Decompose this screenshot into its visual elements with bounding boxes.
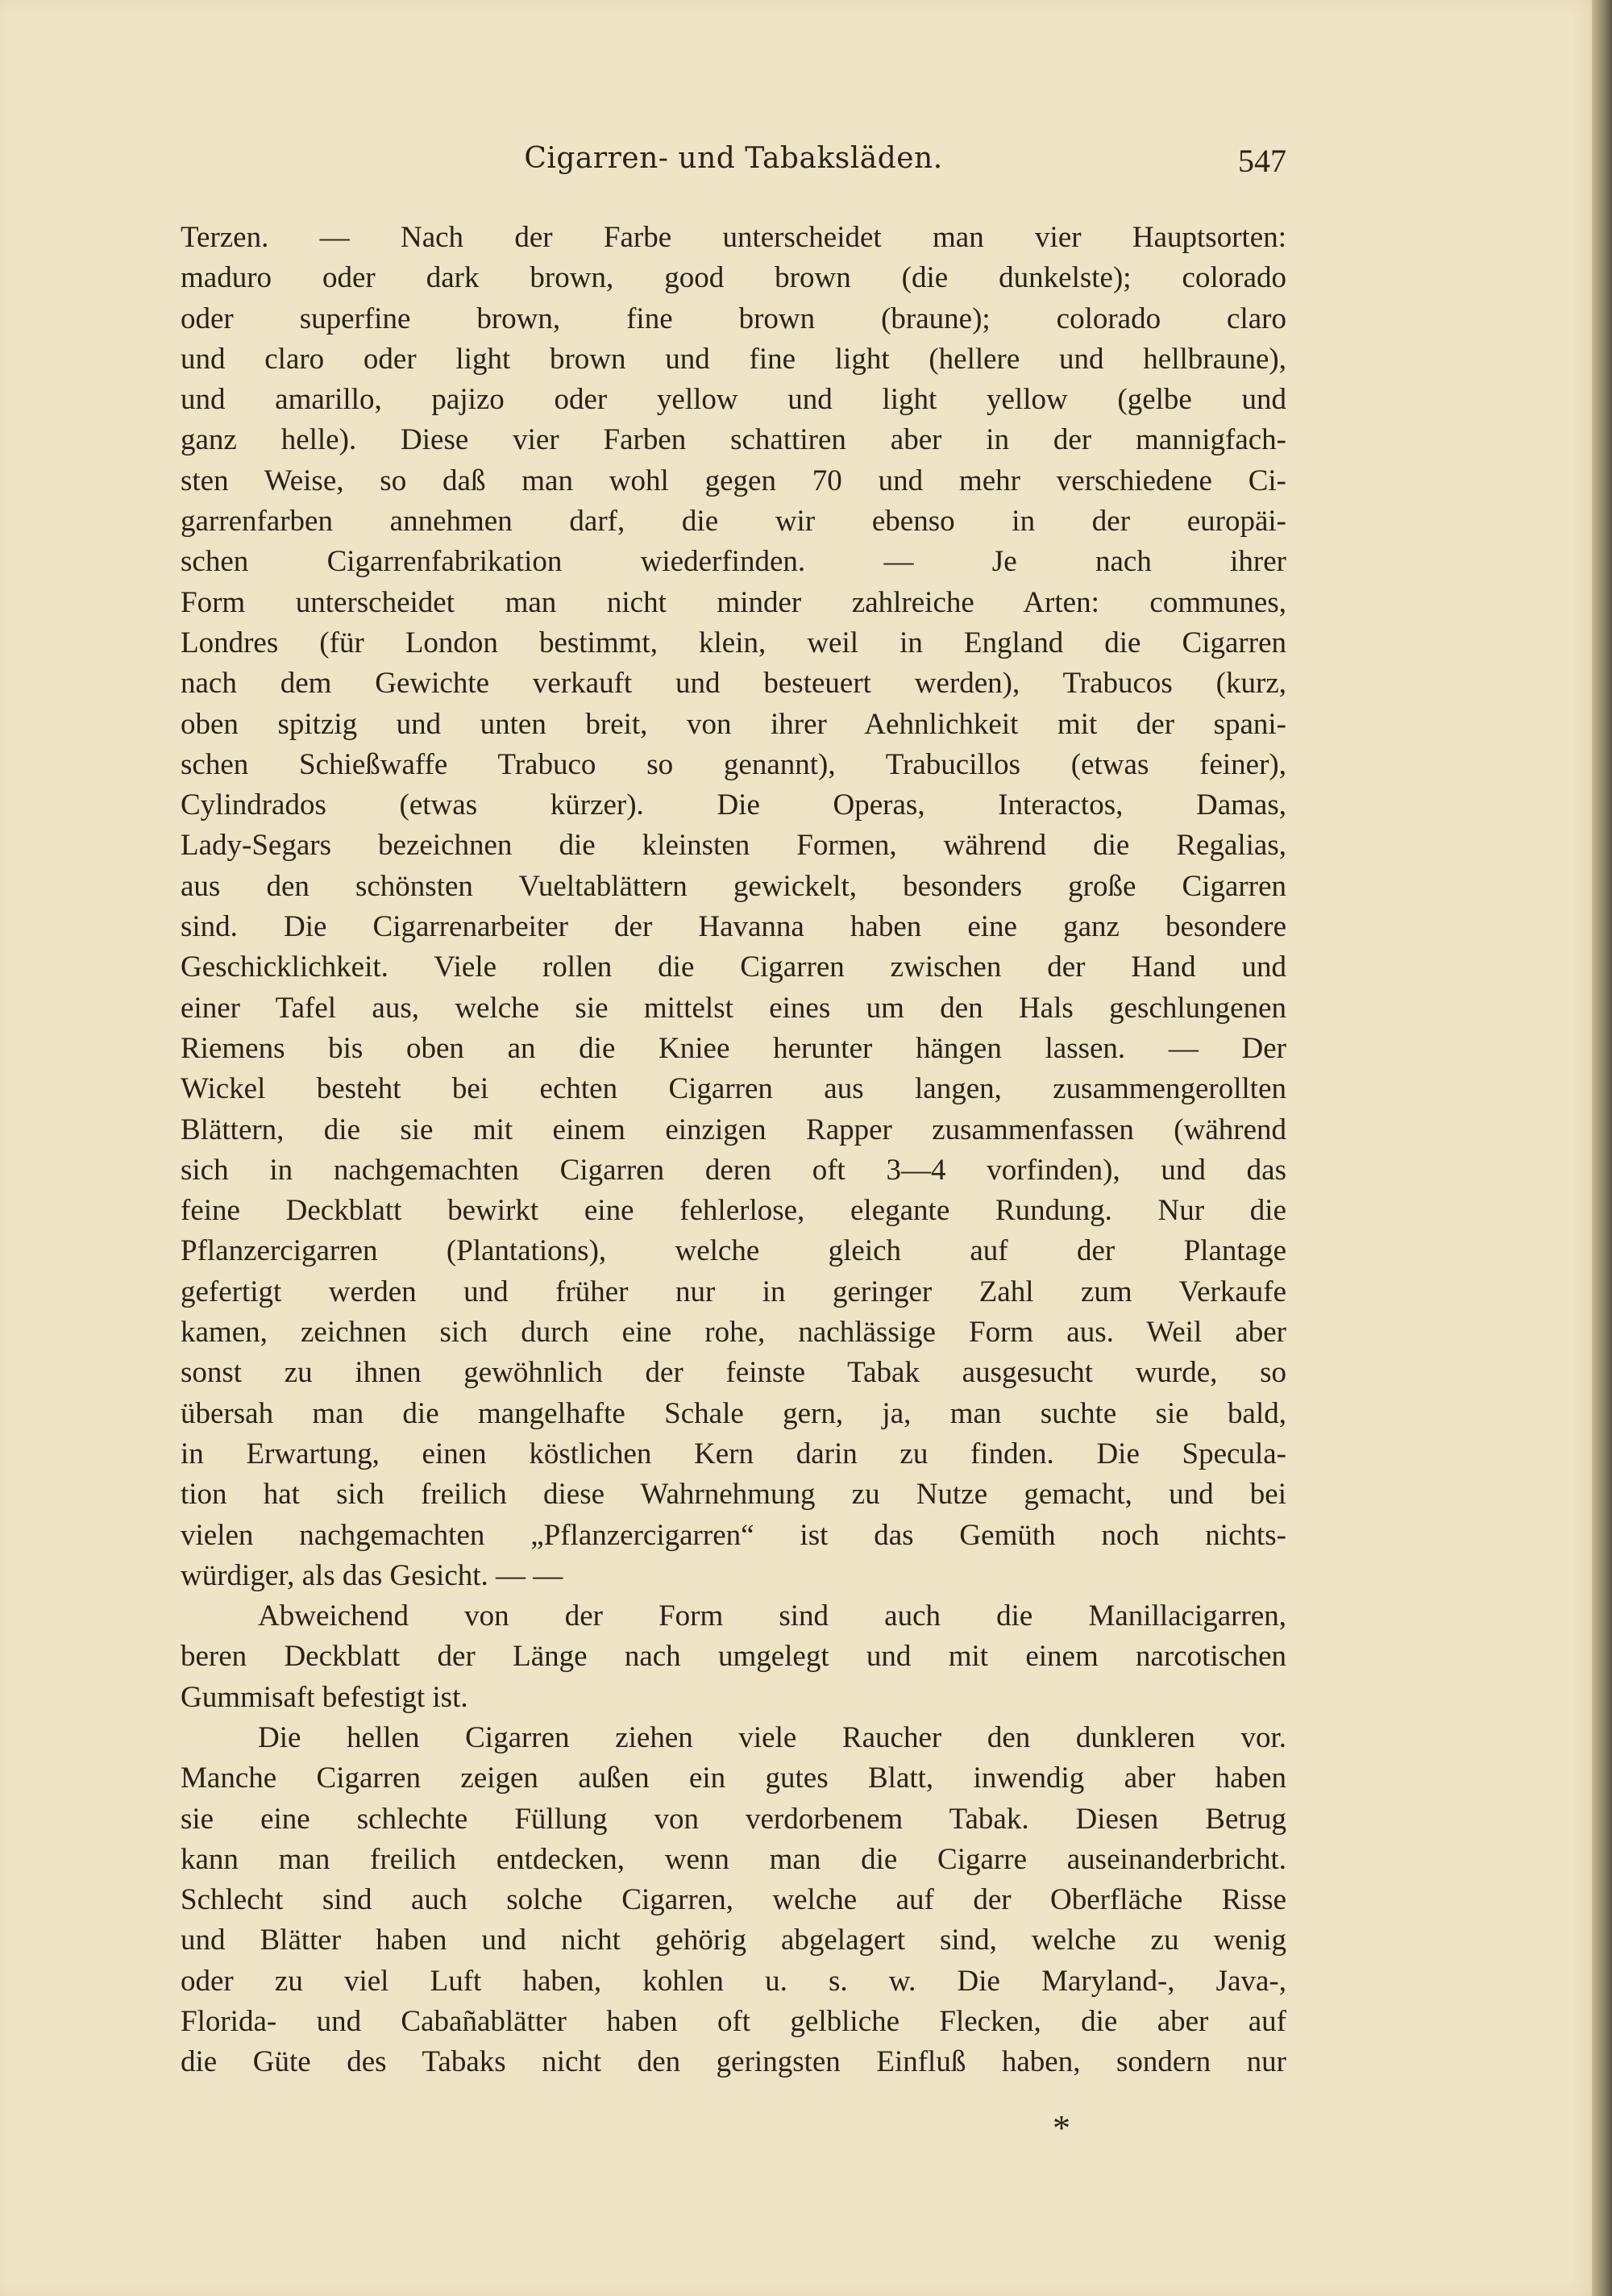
text-line: Geschicklichkeit. Viele rollen die Cigarren zwischen der Hand und xyxy=(181,950,1286,984)
text-line: feine Deckblatt bewirkt eine fehlerlose, elegante Rundung. Nur die xyxy=(181,1194,1286,1228)
signature-mark: * xyxy=(1053,2108,1070,2148)
book-edge xyxy=(1592,0,1612,2296)
text-line: würdiger, als das Gesicht. — — xyxy=(181,1558,563,1592)
text-line: Lady-Segars bezeichnen die kleinsten Formen, während die Regalias, xyxy=(181,829,1286,863)
text-line: Wickel besteht bei echten Cigarren aus langen, zusammengerollten xyxy=(181,1072,1286,1106)
text-line: Gummisaft befestigt ist. xyxy=(181,1680,468,1714)
text-line: Cylindrados (etwas kürzer). Die Operas, Interactos, Damas, xyxy=(181,788,1286,822)
text-line: ganz helle). Diese vier Farben schattiren aber in der mannigfach- xyxy=(181,423,1286,457)
running-head xyxy=(181,142,1286,185)
text-line: Schlecht sind auch solche Cigarren, welche auf der Oberfläche Risse xyxy=(181,1883,1286,1917)
text-line: nach dem Gewichte verkauft und besteuert werden), Trabucos (kurz, xyxy=(181,667,1286,701)
text-line: sich in nachgemachten Cigarren deren oft 3—4 vorfinden), und das xyxy=(181,1153,1286,1187)
text-line: sind. Die Cigarrenarbeiter der Havanna haben eine ganz besondere xyxy=(181,910,1286,944)
text-line: oben spitzig und unten breit, von ihrer Aehnlichkeit mit der spani- xyxy=(181,707,1286,741)
text-line: oder superfine brown, fine brown (braune); colorado claro xyxy=(181,302,1286,335)
text-line: Manche Cigarren zeigen außen ein gutes Blatt, inwendig aber haben xyxy=(181,1762,1286,1795)
text-line: Riemens bis oben an die Kniee herunter hängen lassen. — Der xyxy=(181,1031,1286,1065)
text-line: Terzen. — Nach der Farbe unterscheidet man vier Hauptsorten: xyxy=(181,221,1286,254)
text-line: kamen, zeichnen sich durch eine rohe, nachlässige Form aus. Weil aber xyxy=(181,1316,1286,1350)
text-line: Londres (für London bestimmt, klein, weil in England die Cigarren xyxy=(181,626,1286,659)
text-line: sonst zu ihnen gewöhnlich der feinste Tabak ausgesucht wurde, so xyxy=(181,1356,1286,1390)
text-line: aus den schönsten Vueltablättern gewickelt, besonders große Cigarren xyxy=(181,869,1286,903)
text-line: kann man freilich entdecken, wenn man die Cigarre auseinanderbricht. xyxy=(181,1842,1286,1876)
text-line: Abweichend von der Form sind auch die Manillacigarren, xyxy=(258,1599,1286,1633)
text-line: in Erwartung, einen köstlichen Kern darin zu finden. Die Specula- xyxy=(181,1437,1286,1470)
text-line: und claro oder light brown und fine light (hellere und hellbraune), xyxy=(181,342,1286,376)
text-line: einer Tafel aus, welche sie mittelst eines um den Hals geschlungenen xyxy=(181,991,1286,1025)
text-line: sie eine schlechte Füllung von verdorbenem Tabak. Diesen Betrug xyxy=(181,1802,1286,1836)
text-line: vielen nachgemachten „Pflanzercigarren“ ist das Gemüth noch nichts- xyxy=(181,1518,1286,1552)
text-line: die Güte des Tabaks nicht den geringsten Einfluß haben, sondern nur xyxy=(181,2045,1286,2079)
text-line: Die hellen Cigarren ziehen viele Raucher den dunkleren vor. xyxy=(258,1720,1286,1754)
text-line: beren Deckblatt der Länge nach umgelegt und mit einem narcotischen xyxy=(181,1640,1286,1674)
text-line: sten Weise, so daß man wohl gegen 70 und mehr verschiedene Ci- xyxy=(181,464,1286,497)
text-line: schen Schießwaffe Trabuco so genannt), Trabucillos (etwas feiner), xyxy=(181,747,1286,781)
text-line: tion hat sich freilich diese Wahrnehmung zu Nutze gemacht, und bei xyxy=(181,1478,1286,1512)
text-line: schen Cigarrenfabrikation wiederfinden. — Je nach ihrer xyxy=(181,545,1286,579)
text-line: Form unterscheidet man nicht minder zahlreiche Arten: communes, xyxy=(181,585,1286,619)
body-text xyxy=(181,218,1286,2083)
text-line: garrenfarben annehmen darf, die wir ebenso in der europäi- xyxy=(181,505,1286,539)
text-line: Pflanzercigarren (Plantations), welche gleich auf der Plantage xyxy=(181,1234,1286,1268)
text-line: oder zu viel Luft haben, kohlen u. s. w. Die Maryland-, Java-, xyxy=(181,1964,1286,1998)
text-line: und Blätter haben und nicht gehörig abgelagert sind, welche zu wenig xyxy=(181,1924,1286,1957)
page-header-title: Cigarren- und Tabaksläden. xyxy=(524,142,943,175)
text-line: übersah man die mangelhafte Schale gern, ja, man suchte sie bald, xyxy=(181,1396,1286,1430)
text-line: gefertigt werden und früher nur in geringer Zahl zum Verkaufe xyxy=(181,1275,1286,1308)
text-line: Blättern, die sie mit einem einzigen Rapper zusammenfassen (während xyxy=(181,1113,1286,1146)
text-line: maduro oder dark brown, good brown (die dunkelste); colorado xyxy=(181,261,1286,295)
text-line: und amarillo, pajizo oder yellow und light yellow (gelbe und xyxy=(181,383,1286,417)
page-number: 547 xyxy=(1238,143,1286,179)
text-line: Florida- und Cabañablätter haben oft gelbliche Flecken, die aber auf xyxy=(181,2005,1286,2039)
